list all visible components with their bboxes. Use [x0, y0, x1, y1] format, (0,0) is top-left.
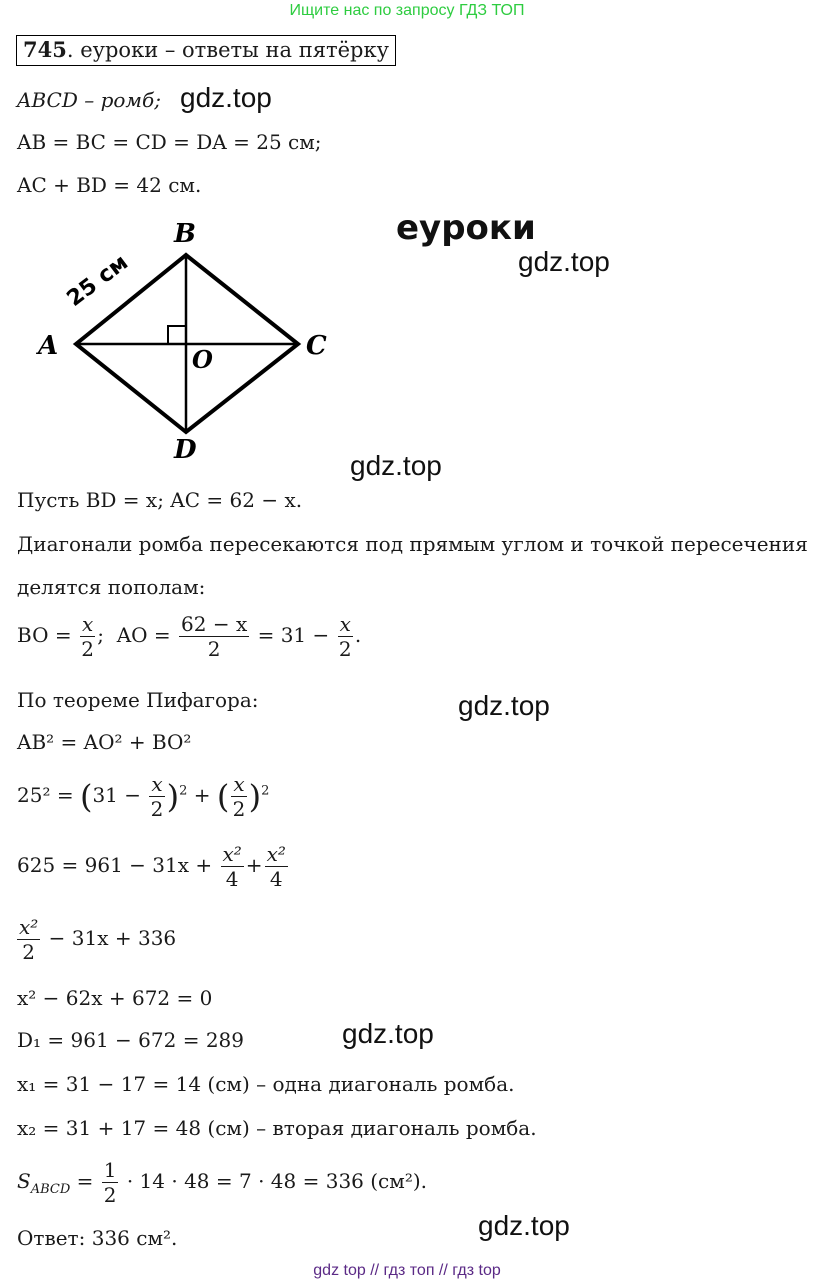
root-2: x₂ = 31 + 17 = 48 (см) – вторая диагональ ромба.	[17, 1116, 537, 1140]
watermark: gdz.top	[478, 1210, 570, 1241]
watermark: gdz.top	[180, 82, 272, 113]
search-hint[interactable]: Ищите нас по запросу ГДЗ ТОП	[289, 2, 525, 19]
given-line-2: AB = BC = CD = DA = 25 см;	[17, 130, 322, 154]
watermark: gdz.top	[518, 246, 610, 277]
let-line: Пусть BD = x; AC = 62 − x.	[17, 488, 303, 512]
label-c: C	[306, 331, 327, 361]
equation-2: 625 = 961 − 31x + $\frac{\text{x²}}{4}$ + $\frac{\text{x²}}{4}$	[17, 842, 286, 891]
root-1: x₁ = 31 − 17 = 14 (см) – одна диагональ ромба.	[17, 1072, 515, 1096]
pythagoras-eq: AB² = AO² + BO²	[17, 730, 192, 754]
property-line-2: делятся пополам:	[17, 575, 206, 599]
halves-line: BO = $\frac{x}{2}$ ; AO = $\frac{62 - x}{2}$ = 31 − $\frac{x}{2}$ .	[17, 612, 362, 661]
footer-links[interactable]: gdz top // гдз топ // гдз top	[313, 1262, 501, 1279]
task-title-text: . еуроки – ответы на пятёрку	[66, 38, 389, 62]
pythagoras-title: По теореме Пифагора:	[17, 688, 259, 712]
watermark-euroki: еуроки	[396, 208, 536, 248]
rhombus-figure	[16, 212, 336, 467]
area-line: $S_{ABCD}$ = $\frac{1}{2}$ · 14 · 48 = 7 · 48 = 336 (см²).	[17, 1158, 427, 1207]
equation-1: 25² = (31 − $\frac{x}{2}$ )$^2$ + ( $\frac{x}{2}$ )$^2$	[17, 772, 270, 821]
equation-3: $\frac{\text{x²}}{2}$ − 31x + 336	[19, 915, 177, 964]
watermark: gdz.top	[342, 1018, 434, 1049]
discriminant: D₁ = 961 − 672 = 289	[17, 1028, 244, 1052]
given-line-1: ABCD – ромб;	[17, 88, 161, 112]
property-line-1: Диагонали ромба пересекаются под прямым углом и точкой пересечения	[17, 532, 808, 556]
equation-4: x² − 62x + 672 = 0	[17, 986, 213, 1010]
given-line-3: AC + BD = 42 см.	[17, 173, 202, 197]
label-d: D	[174, 435, 197, 465]
label-o: O	[192, 345, 213, 374]
answer: Ответ: 336 см².	[17, 1226, 178, 1250]
right-angle-mark	[168, 326, 186, 344]
watermark: gdz.top	[350, 450, 442, 481]
task-title	[16, 35, 396, 66]
task-number: 745	[23, 37, 67, 62]
label-a: A	[38, 331, 59, 361]
label-side: 25 см	[62, 250, 133, 312]
label-b: B	[174, 219, 196, 249]
watermark: gdz.top	[458, 690, 550, 721]
